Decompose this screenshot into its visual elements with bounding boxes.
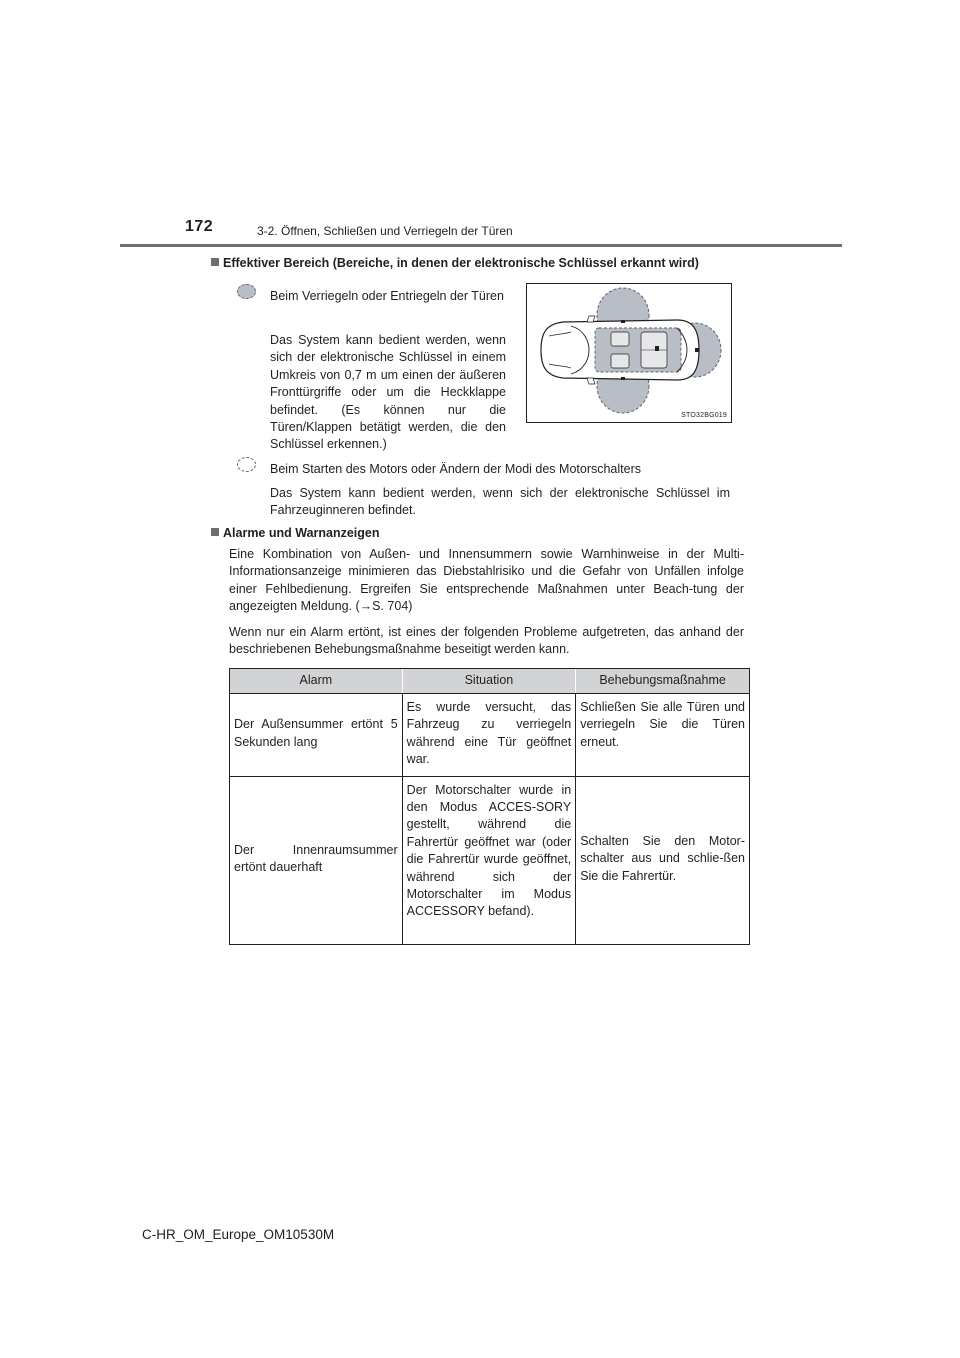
antenna-tailgate: [695, 348, 699, 352]
alarm-table: [229, 668, 750, 945]
detection-area-figure: [526, 283, 732, 423]
legend-lock-text: Das System kann bedient werden, wenn sich der elektronische Schlüssel in einem Umkreis von 0,7 m um einen der äußeren Fronttürgriffe oder um die Heckklappe befindet. (Es können nur die Türen/Klappen betätigt werden, die den Schlüssel erkennen.): [270, 333, 506, 452]
cell-situation: Der Motorschalter wurde in den Modus ACCES-SORY gestellt, während die Fahrertür geöffnet war (oder die Fahrertür wurde geöffnet, während sich der Motorschalter im Modus ACCESSORY befand).: [402, 776, 576, 944]
legend-lock-title: Beim Verriegeln oder Entriegeln der Türen: [270, 289, 504, 303]
legend-engine-text: Das System kann bedient werden, wenn sich der elektronische Schlüssel im Fahrzeuginneren befindet.: [270, 486, 730, 518]
table-row: [230, 694, 750, 777]
legend-engine-title: Beim Starten des Motors oder Ändern der Modi des Motorschalters: [270, 462, 642, 476]
cell-fix: Schalten Sie den Motor-schalter aus und schlie-ßen Sie die Fahrertür.: [576, 776, 750, 944]
alarms-paragraph-2: Wenn nur ein Alarm ertönt, ist eines der folgenden Probleme aufgetreten, das anhand der beschriebenen Behebungsmaßnahme beseitigt werden kann.: [229, 625, 744, 657]
section-heading-text: Alarme und Warnanzeigen: [223, 526, 380, 540]
square-bullet-icon: [211, 258, 219, 266]
interior-zone: [595, 328, 681, 372]
document-id: C-HR_OM_Europe_OM10530M: [142, 1227, 335, 1242]
col-header-fix: Behebungsmaßnahme: [576, 669, 750, 694]
cell-situation: Es wurde versucht, das Fahrzeug zu verriegeln während eine Tür geöffnet war.: [402, 694, 576, 777]
cell-alarm: Der Innenraumsummer ertönt dauerhaft: [230, 776, 403, 944]
seat-front-left: [611, 332, 629, 346]
antenna-rear: [655, 346, 659, 351]
page-number: 172: [185, 218, 214, 235]
chapter-title: 3-2. Öffnen, Schließen und Verriegeln der Türen: [257, 224, 513, 238]
col-header-situation: Situation: [402, 669, 576, 694]
cell-fix: Schließen Sie alle Türen und verriegeln Sie die Türen erneut.: [576, 694, 750, 777]
shaded-zone-icon: [237, 284, 256, 299]
cell-alarm: Der Außensummer ertönt 5 Sekunden lang: [230, 694, 403, 777]
car-top-view-diagram: [527, 284, 731, 422]
table-row: [230, 776, 750, 944]
alarms-paragraph-1: Eine Kombination von Außen- und Innensummern sowie Warnhinweise in der Multi-Informationsanzeige minimieren das Diebstahlrisiko und die Gefahr von Unfällen infolge einer Fehlbedienung. Ergreifen Sie entsprechende Maßnahmen unter Beach-tung der angezeigten Meldung. (→S. 704): [229, 547, 744, 614]
antenna-front-left: [621, 320, 625, 323]
figure-code: STO32BG019: [681, 412, 727, 419]
interior-zone-icon: [237, 457, 256, 472]
seat-front-right: [611, 354, 629, 368]
square-bullet-icon: [211, 528, 219, 536]
section-heading-alarms: [211, 526, 380, 540]
table-header-row: [230, 669, 750, 694]
section-heading-effective-range: [211, 256, 699, 270]
antenna-front-right: [621, 377, 625, 380]
col-header-alarm: Alarm: [230, 669, 403, 694]
section-heading-text: Effektiver Bereich (Bereiche, in denen der elektronische Schlüssel erkannt wird): [223, 256, 699, 270]
header-divider: [120, 244, 842, 247]
